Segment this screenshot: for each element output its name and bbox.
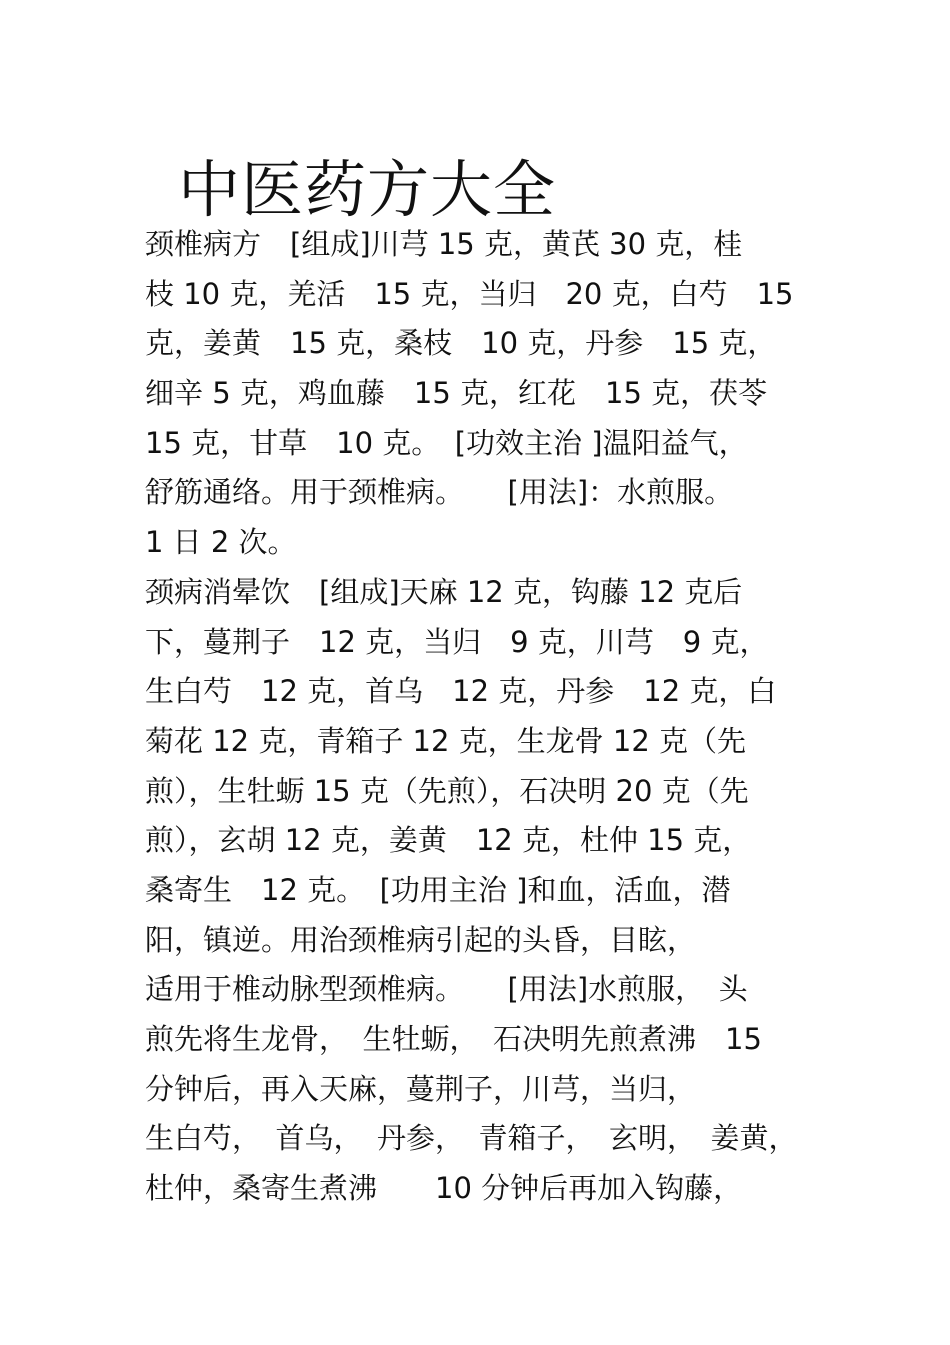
text-line: 克，姜黄 15 克，桑枝 10 克，丹参 15 克， [145,326,777,361]
text-line: 细辛 5 克，鸡血藤 15 克，红花 15 克，茯苓 [145,376,768,411]
text-line: 颈病消晕饮 [组成]天麻 12 克，钩藤 12 克后 [145,574,743,609]
document-body [145,220,815,1214]
text-line: 生白芍， 首乌， 丹参， 青箱子， 玄明， 姜黄， [145,1121,798,1156]
text-line: 1 日 2 次。 [145,525,297,560]
text-line: 煎），生牡蛎 15 克（先煎），石决明 20 克（先 [145,773,749,808]
text-line: 舒筋通络。用于颈椎病。 [用法]：水煎服。 [145,475,734,510]
text-line: 分钟后，再入天麻，蔓荆子，川芎，当归， [145,1071,697,1106]
text-line: 15 克，甘草 10 克。 [功效主治 ]温阳益气， [145,425,748,460]
document-title: 中医药方大全 [178,153,557,226]
text-line: 生白芍 12 克，首乌 12 克，丹参 12 克，白 [145,674,777,709]
text-line: 颈椎病方 [组成]川芎 15 克，黄芪 30 克，桂 [145,227,743,261]
text-line: 桑寄生 12 克。 [功用主治 ]和血，活血，潜 [145,872,731,907]
text-line: 适用于椎动脉型颈椎病。 [用法]水煎服， 头 [145,972,748,1007]
text-line: 煎先将生龙骨， 生牡蛎， 石决明先煎煮沸 15 [145,1022,762,1056]
text-line: 杜仲，桑寄生煮沸 10 分钟后再加入钩藤， [145,1171,743,1206]
text-line: 菊花 12 克，青箱子 12 克，生龙骨 12 克（先 [145,723,747,758]
text-line: 下，蔓荆子 12 克，当归 9 克，川芎 9 克， [145,624,769,659]
text-line: 枝 10 克，羌活 15 克，当归 20 克，白芍 15 [145,276,794,311]
text-line: 煎），玄胡 12 克，姜黄 12 克，杜仲 15 克， [145,823,752,858]
text-line: 阳，镇逆。用治颈椎病引起的头昏，目眩， [145,922,697,957]
